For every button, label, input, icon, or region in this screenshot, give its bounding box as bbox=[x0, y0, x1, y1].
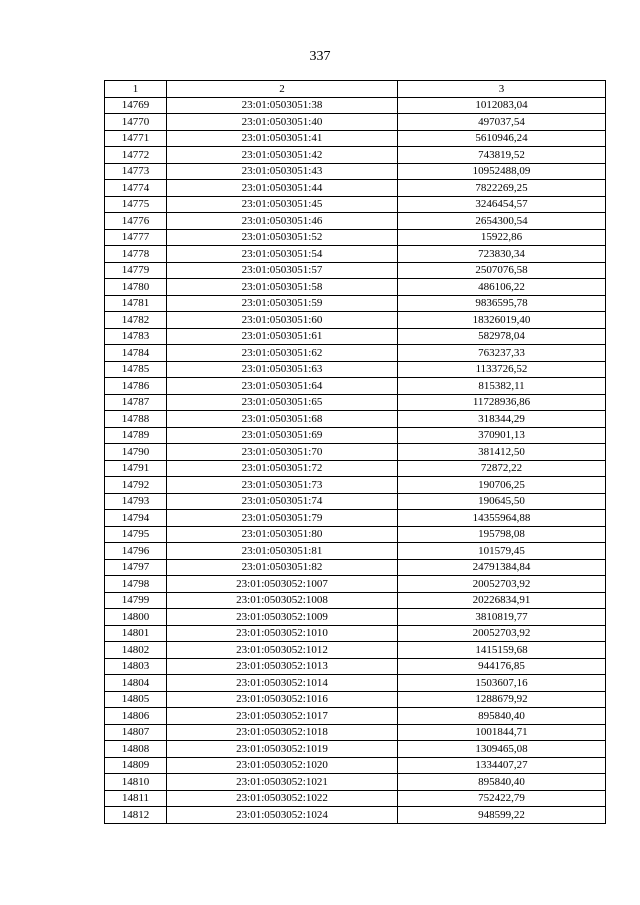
cadastral-id-cell: 23:01:0503052:1014 bbox=[167, 675, 398, 692]
cadastral-id-cell: 23:01:0503051:54 bbox=[167, 246, 398, 263]
row-number-cell: 14782 bbox=[105, 312, 167, 329]
cadastral-id-cell: 23:01:0503051:58 bbox=[167, 279, 398, 296]
value-cell: 944176,85 bbox=[398, 658, 606, 675]
value-cell: 3810819,77 bbox=[398, 609, 606, 626]
table-row bbox=[105, 543, 606, 560]
value-cell: 1133726,52 bbox=[398, 361, 606, 378]
cadastral-id-cell: 23:01:0503051:38 bbox=[167, 97, 398, 114]
table-row bbox=[105, 724, 606, 741]
row-number-cell: 14810 bbox=[105, 774, 167, 791]
value-cell: 1334407,27 bbox=[398, 757, 606, 774]
row-number-cell: 14797 bbox=[105, 559, 167, 576]
cadastral-id-cell: 23:01:0503051:72 bbox=[167, 460, 398, 477]
table-row bbox=[105, 477, 606, 494]
table-row bbox=[105, 163, 606, 180]
value-cell: 318344,29 bbox=[398, 411, 606, 428]
value-cell: 2654300,54 bbox=[398, 213, 606, 230]
table-row bbox=[105, 180, 606, 197]
row-number-cell: 14788 bbox=[105, 411, 167, 428]
table-row bbox=[105, 576, 606, 593]
cadastral-id-cell: 23:01:0503051:45 bbox=[167, 196, 398, 213]
column-header-value: 3 bbox=[398, 81, 606, 98]
row-number-cell: 14783 bbox=[105, 328, 167, 345]
cadastral-id-cell: 23:01:0503051:65 bbox=[167, 394, 398, 411]
table-row bbox=[105, 493, 606, 510]
table-row bbox=[105, 526, 606, 543]
cadastral-id-cell: 23:01:0503051:52 bbox=[167, 229, 398, 246]
value-cell: 10952488,09 bbox=[398, 163, 606, 180]
row-number-cell: 14795 bbox=[105, 526, 167, 543]
table-row bbox=[105, 312, 606, 329]
cadastral-id-cell: 23:01:0503051:73 bbox=[167, 477, 398, 494]
row-number-cell: 14776 bbox=[105, 213, 167, 230]
row-number-cell: 14791 bbox=[105, 460, 167, 477]
cadastral-id-cell: 23:01:0503052:1012 bbox=[167, 642, 398, 659]
table-body bbox=[105, 97, 606, 823]
cadastral-id-cell: 23:01:0503051:57 bbox=[167, 262, 398, 279]
table-row bbox=[105, 196, 606, 213]
row-number-cell: 14773 bbox=[105, 163, 167, 180]
table-row bbox=[105, 361, 606, 378]
value-cell: 1288679,92 bbox=[398, 691, 606, 708]
value-cell: 5610946,24 bbox=[398, 130, 606, 147]
value-cell: 2507076,58 bbox=[398, 262, 606, 279]
value-cell: 1001844,71 bbox=[398, 724, 606, 741]
row-number-cell: 14771 bbox=[105, 130, 167, 147]
table-row bbox=[105, 213, 606, 230]
table-row bbox=[105, 609, 606, 626]
value-cell: 497037,54 bbox=[398, 114, 606, 131]
table-row bbox=[105, 642, 606, 659]
table-row bbox=[105, 427, 606, 444]
row-number-cell: 14772 bbox=[105, 147, 167, 164]
row-number-cell: 14794 bbox=[105, 510, 167, 527]
cadastral-id-cell: 23:01:0503052:1010 bbox=[167, 625, 398, 642]
value-cell: 582978,04 bbox=[398, 328, 606, 345]
table-row bbox=[105, 130, 606, 147]
page-number: 337 bbox=[309, 49, 331, 64]
row-number-cell: 14780 bbox=[105, 279, 167, 296]
row-number-cell: 14798 bbox=[105, 576, 167, 593]
table-row bbox=[105, 114, 606, 131]
value-cell: 1415159,68 bbox=[398, 642, 606, 659]
cadastral-id-cell: 23:01:0503051:81 bbox=[167, 543, 398, 560]
value-cell: 190645,50 bbox=[398, 493, 606, 510]
row-number-cell: 14793 bbox=[105, 493, 167, 510]
cadastral-id-cell: 23:01:0503051:69 bbox=[167, 427, 398, 444]
cadastral-id-cell: 23:01:0503051:68 bbox=[167, 411, 398, 428]
value-cell: 195798,08 bbox=[398, 526, 606, 543]
value-cell: 370901,13 bbox=[398, 427, 606, 444]
row-number-cell: 14787 bbox=[105, 394, 167, 411]
row-number-cell: 14779 bbox=[105, 262, 167, 279]
value-cell: 3246454,57 bbox=[398, 196, 606, 213]
table-row bbox=[105, 807, 606, 824]
value-cell: 1012083,04 bbox=[398, 97, 606, 114]
value-cell: 24791384,84 bbox=[398, 559, 606, 576]
row-number-cell: 14774 bbox=[105, 180, 167, 197]
cadastral-id-cell: 23:01:0503052:1007 bbox=[167, 576, 398, 593]
value-cell: 101579,45 bbox=[398, 543, 606, 560]
row-number-cell: 14805 bbox=[105, 691, 167, 708]
value-cell: 72872,22 bbox=[398, 460, 606, 477]
cadastral-id-cell: 23:01:0503051:79 bbox=[167, 510, 398, 527]
table-row bbox=[105, 246, 606, 263]
table-row bbox=[105, 708, 606, 725]
cadastral-id-cell: 23:01:0503051:64 bbox=[167, 378, 398, 395]
value-cell: 895840,40 bbox=[398, 774, 606, 791]
table-row bbox=[105, 774, 606, 791]
value-cell: 190706,25 bbox=[398, 477, 606, 494]
value-cell: 20226834,91 bbox=[398, 592, 606, 609]
cadastral-id-cell: 23:01:0503051:60 bbox=[167, 312, 398, 329]
cadastral-id-cell: 23:01:0503051:41 bbox=[167, 130, 398, 147]
row-number-cell: 14769 bbox=[105, 97, 167, 114]
value-cell: 381412,50 bbox=[398, 444, 606, 461]
row-number-cell: 14777 bbox=[105, 229, 167, 246]
cadastral-id-cell: 23:01:0503051:40 bbox=[167, 114, 398, 131]
row-number-cell: 14796 bbox=[105, 543, 167, 560]
table-row bbox=[105, 279, 606, 296]
cadastral-id-cell: 23:01:0503051:42 bbox=[167, 147, 398, 164]
table-row bbox=[105, 97, 606, 114]
row-number-cell: 14807 bbox=[105, 724, 167, 741]
cadastral-id-cell: 23:01:0503052:1017 bbox=[167, 708, 398, 725]
cadastral-id-cell: 23:01:0503052:1019 bbox=[167, 741, 398, 758]
cadastral-id-cell: 23:01:0503052:1024 bbox=[167, 807, 398, 824]
row-number-cell: 14806 bbox=[105, 708, 167, 725]
value-cell: 7822269,25 bbox=[398, 180, 606, 197]
value-cell: 20052703,92 bbox=[398, 625, 606, 642]
table-row bbox=[105, 378, 606, 395]
cadastral-id-cell: 23:01:0503051:61 bbox=[167, 328, 398, 345]
value-cell: 11728936,86 bbox=[398, 394, 606, 411]
row-number-cell: 14808 bbox=[105, 741, 167, 758]
row-number-cell: 14801 bbox=[105, 625, 167, 642]
cadastral-value-table bbox=[104, 80, 606, 824]
table-row bbox=[105, 675, 606, 692]
row-number-cell: 14778 bbox=[105, 246, 167, 263]
cadastral-id-cell: 23:01:0503051:74 bbox=[167, 493, 398, 510]
row-number-cell: 14790 bbox=[105, 444, 167, 461]
table-row bbox=[105, 229, 606, 246]
cadastral-id-cell: 23:01:0503052:1021 bbox=[167, 774, 398, 791]
value-cell: 752422,79 bbox=[398, 790, 606, 807]
table-row bbox=[105, 510, 606, 527]
value-cell: 15922,86 bbox=[398, 229, 606, 246]
cadastral-id-cell: 23:01:0503052:1022 bbox=[167, 790, 398, 807]
cadastral-id-cell: 23:01:0503051:44 bbox=[167, 180, 398, 197]
cadastral-id-cell: 23:01:0503051:70 bbox=[167, 444, 398, 461]
value-cell: 763237,33 bbox=[398, 345, 606, 362]
row-number-cell: 14770 bbox=[105, 114, 167, 131]
table-header-row bbox=[105, 81, 606, 98]
value-cell: 20052703,92 bbox=[398, 576, 606, 593]
cadastral-id-cell: 23:01:0503051:59 bbox=[167, 295, 398, 312]
cadastral-id-cell: 23:01:0503051:80 bbox=[167, 526, 398, 543]
table-row bbox=[105, 345, 606, 362]
table-row bbox=[105, 460, 606, 477]
table-row bbox=[105, 757, 606, 774]
row-number-cell: 14785 bbox=[105, 361, 167, 378]
cadastral-id-cell: 23:01:0503051:43 bbox=[167, 163, 398, 180]
row-number-cell: 14775 bbox=[105, 196, 167, 213]
table-row bbox=[105, 394, 606, 411]
table-row bbox=[105, 411, 606, 428]
table-row bbox=[105, 147, 606, 164]
table-row bbox=[105, 592, 606, 609]
cadastral-id-cell: 23:01:0503052:1013 bbox=[167, 658, 398, 675]
cadastral-id-cell: 23:01:0503052:1016 bbox=[167, 691, 398, 708]
table-row bbox=[105, 691, 606, 708]
row-number-cell: 14786 bbox=[105, 378, 167, 395]
cadastral-id-cell: 23:01:0503051:62 bbox=[167, 345, 398, 362]
table-row bbox=[105, 328, 606, 345]
row-number-cell: 14804 bbox=[105, 675, 167, 692]
cadastral-id-cell: 23:01:0503052:1009 bbox=[167, 609, 398, 626]
value-cell: 815382,11 bbox=[398, 378, 606, 395]
value-cell: 948599,22 bbox=[398, 807, 606, 824]
value-cell: 14355964,88 bbox=[398, 510, 606, 527]
table-row bbox=[105, 295, 606, 312]
cadastral-id-cell: 23:01:0503051:82 bbox=[167, 559, 398, 576]
table-row bbox=[105, 741, 606, 758]
table-row bbox=[105, 444, 606, 461]
row-number-cell: 14809 bbox=[105, 757, 167, 774]
row-number-cell: 14803 bbox=[105, 658, 167, 675]
cadastral-id-cell: 23:01:0503051:46 bbox=[167, 213, 398, 230]
table-row bbox=[105, 262, 606, 279]
value-cell: 486106,22 bbox=[398, 279, 606, 296]
cadastral-id-cell: 23:01:0503052:1008 bbox=[167, 592, 398, 609]
row-number-cell: 14781 bbox=[105, 295, 167, 312]
value-cell: 1503607,16 bbox=[398, 675, 606, 692]
cadastral-id-cell: 23:01:0503051:63 bbox=[167, 361, 398, 378]
table-row bbox=[105, 790, 606, 807]
row-number-cell: 14800 bbox=[105, 609, 167, 626]
cadastral-id-cell: 23:01:0503052:1020 bbox=[167, 757, 398, 774]
table-row bbox=[105, 658, 606, 675]
row-number-cell: 14811 bbox=[105, 790, 167, 807]
value-cell: 743819,52 bbox=[398, 147, 606, 164]
column-header-cadastral-id: 2 bbox=[167, 81, 398, 98]
value-cell: 895840,40 bbox=[398, 708, 606, 725]
value-cell: 18326019,40 bbox=[398, 312, 606, 329]
value-cell: 1309465,08 bbox=[398, 741, 606, 758]
value-cell: 723830,34 bbox=[398, 246, 606, 263]
value-cell: 9836595,78 bbox=[398, 295, 606, 312]
row-number-cell: 14789 bbox=[105, 427, 167, 444]
row-number-cell: 14784 bbox=[105, 345, 167, 362]
row-number-cell: 14802 bbox=[105, 642, 167, 659]
cadastral-id-cell: 23:01:0503052:1018 bbox=[167, 724, 398, 741]
table-row bbox=[105, 559, 606, 576]
table-row bbox=[105, 625, 606, 642]
column-header-number: 1 bbox=[105, 81, 167, 98]
row-number-cell: 14799 bbox=[105, 592, 167, 609]
row-number-cell: 14812 bbox=[105, 807, 167, 824]
row-number-cell: 14792 bbox=[105, 477, 167, 494]
